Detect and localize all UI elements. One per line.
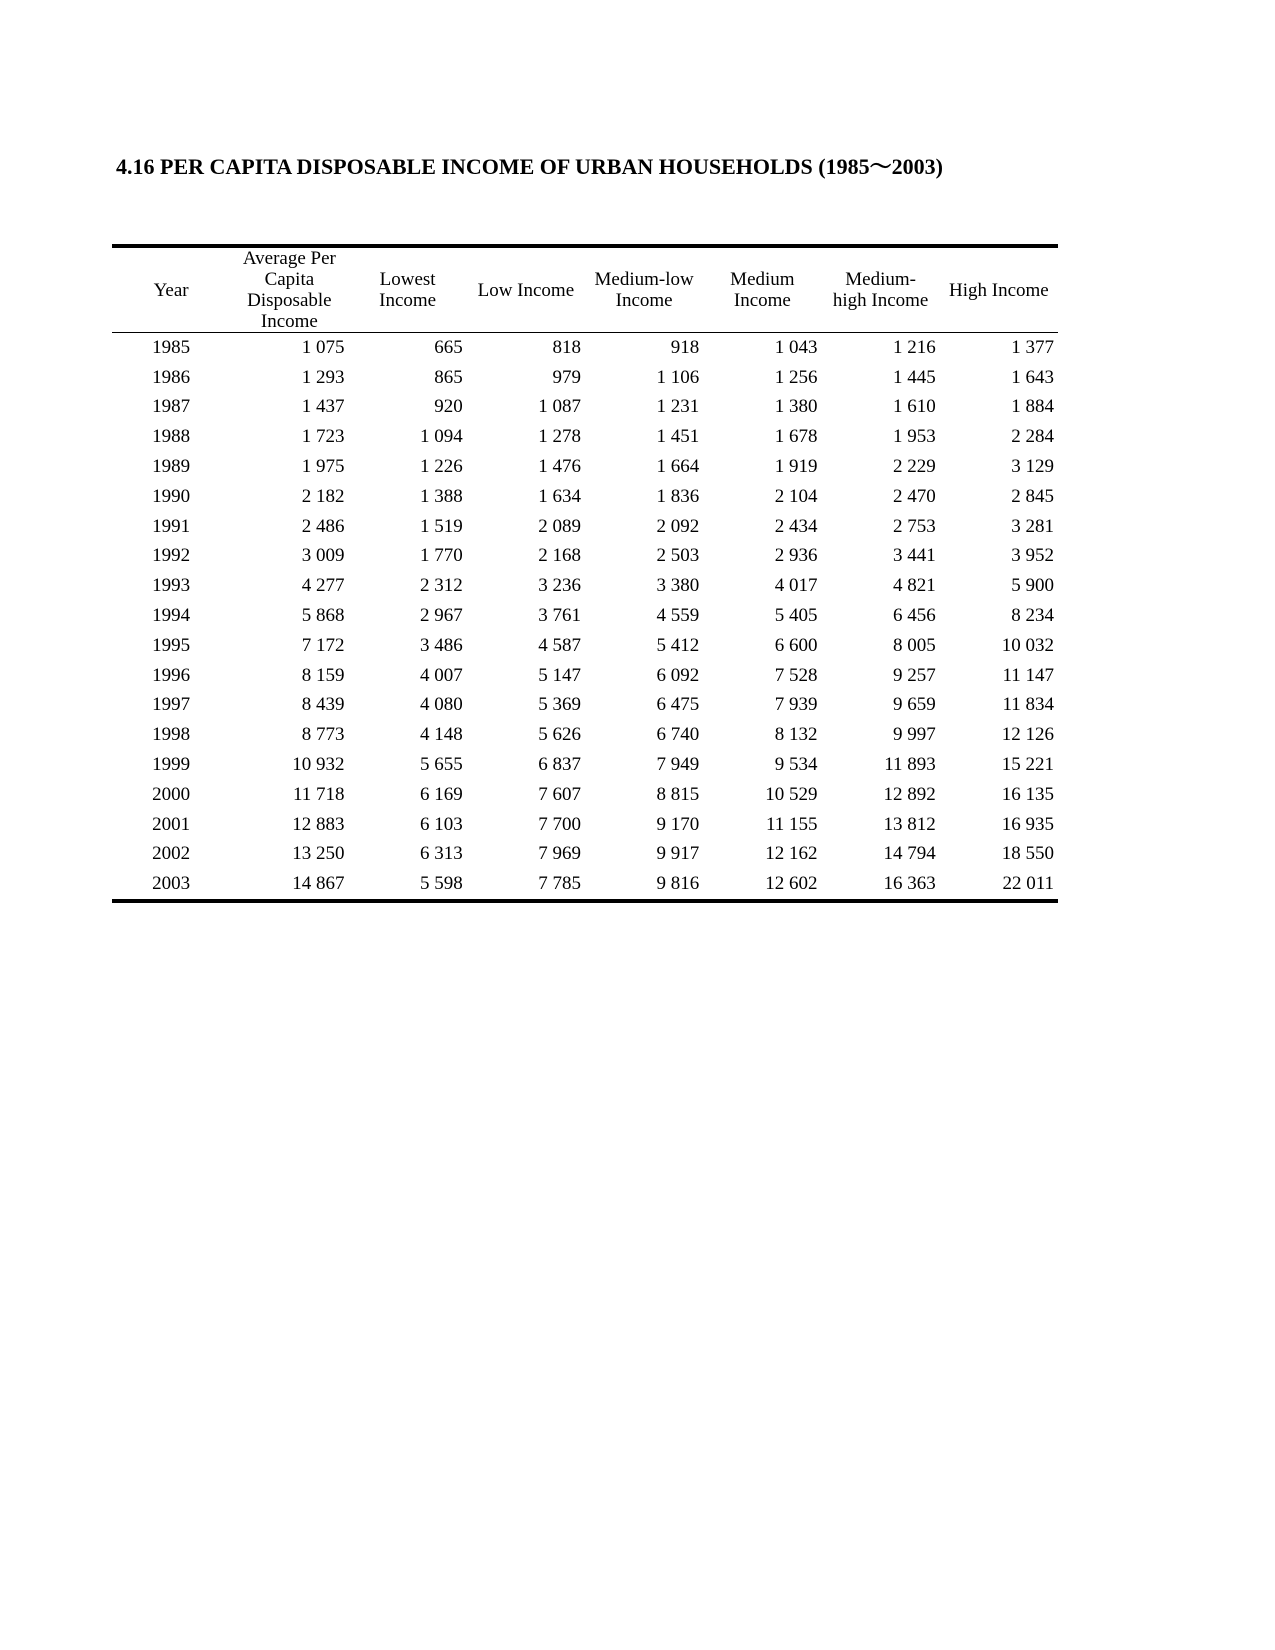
value-cell: 8 159 [301, 664, 345, 686]
column-header-line: Medium [730, 269, 795, 290]
value-cell: 6 837 [538, 754, 581, 776]
value-cell: 4 007 [420, 664, 463, 686]
income-table-container [112, 244, 1058, 903]
column-header-avg-per-capita-disposable-income [230, 246, 348, 333]
value-cell: 7 172 [301, 634, 345, 656]
value-cell: 5 900 [1011, 575, 1054, 597]
value-cell: 12 883 [292, 813, 345, 835]
value-cell: 16 135 [1001, 783, 1054, 805]
value-cell: 1 836 [656, 485, 700, 507]
value-cell: 11 155 [765, 813, 818, 835]
table-row [112, 542, 1058, 572]
value-cell: 1 075 [301, 336, 345, 358]
value-cell: 665 [434, 336, 463, 358]
value-cell: 10 032 [1001, 634, 1054, 656]
table-row [112, 631, 1058, 661]
year-cell: 1997 [152, 694, 191, 716]
column-header-line: high Income [832, 290, 929, 311]
value-cell: 16 363 [883, 873, 936, 895]
year-cell: 1998 [152, 724, 191, 746]
value-cell: 1 519 [420, 515, 463, 537]
value-cell: 865 [434, 366, 463, 388]
year-cell: 1996 [152, 664, 191, 686]
year-cell: 2003 [152, 873, 191, 895]
value-cell: 4 277 [301, 575, 345, 597]
column-header-medium-low-income [585, 246, 703, 333]
value-cell: 920 [434, 396, 463, 418]
value-cell: 1 610 [893, 396, 936, 418]
value-cell: 1 476 [538, 456, 581, 478]
value-cell: 1 293 [301, 366, 345, 388]
value-cell: 7 607 [538, 783, 581, 805]
table-row [112, 720, 1058, 750]
value-cell: 5 369 [538, 694, 581, 716]
value-cell: 5 626 [538, 724, 581, 746]
value-cell: 11 147 [1002, 664, 1054, 686]
table-row [112, 422, 1058, 452]
value-cell: 22 011 [1002, 873, 1054, 895]
value-cell: 6 169 [420, 783, 463, 805]
table-row [112, 452, 1058, 482]
value-cell: 8 773 [301, 724, 345, 746]
value-cell: 14 867 [292, 873, 345, 895]
value-cell: 1 106 [656, 366, 700, 388]
value-cell: 9 257 [893, 664, 936, 686]
value-cell: 818 [552, 336, 581, 358]
column-header-medium-high-income [822, 246, 940, 333]
table-row [112, 482, 1058, 512]
value-cell: 2 845 [1011, 485, 1054, 507]
year-cell: 1993 [152, 575, 191, 597]
value-cell: 2 182 [301, 485, 345, 507]
year-cell: 1985 [152, 336, 191, 358]
value-cell: 2 753 [893, 515, 936, 537]
year-cell: 2002 [152, 843, 191, 865]
value-cell: 3 952 [1011, 545, 1054, 567]
value-cell: 3 380 [656, 575, 700, 597]
column-header-line: Medium-low [594, 269, 694, 290]
value-cell: 8 815 [656, 783, 700, 805]
value-cell: 10 932 [292, 754, 345, 776]
value-cell: 14 794 [883, 843, 936, 865]
value-cell: 13 250 [292, 843, 345, 865]
value-cell: 1 643 [1011, 366, 1054, 388]
value-cell: 2 967 [420, 605, 463, 627]
value-cell: 11 893 [884, 754, 936, 776]
value-cell: 11 718 [292, 783, 345, 805]
value-cell: 1 437 [301, 396, 345, 418]
value-cell: 4 587 [538, 634, 581, 656]
year-cell: 1989 [152, 456, 191, 478]
value-cell: 1 043 [774, 336, 818, 358]
value-cell: 1 884 [1011, 396, 1054, 418]
value-cell: 16 935 [1001, 813, 1054, 835]
value-cell: 3 441 [893, 545, 936, 567]
value-cell: 8 132 [774, 724, 818, 746]
value-cell: 5 412 [656, 634, 700, 656]
year-cell: 1992 [152, 545, 191, 567]
value-cell: 9 170 [656, 813, 700, 835]
value-cell: 15 221 [1001, 754, 1054, 776]
value-cell: 2 284 [1011, 426, 1054, 448]
table-row [112, 661, 1058, 691]
value-cell: 2 229 [893, 456, 936, 478]
table-row [112, 363, 1058, 393]
value-cell: 3 486 [420, 634, 463, 656]
value-cell: 12 126 [1001, 724, 1054, 746]
table-body [112, 333, 1058, 902]
value-cell: 9 997 [893, 724, 936, 746]
column-header-medium-income [703, 246, 821, 333]
value-cell: 1 388 [420, 485, 463, 507]
column-header-high-income [940, 246, 1058, 333]
value-cell: 2 936 [774, 545, 818, 567]
column-header-line: Year [153, 279, 189, 301]
column-header-line: Income [615, 290, 673, 311]
table-row [112, 750, 1058, 780]
value-cell: 1 634 [538, 485, 581, 507]
value-cell: 1 256 [774, 366, 818, 388]
year-cell: 1995 [152, 634, 191, 656]
value-cell: 2 486 [301, 515, 345, 537]
value-cell: 3 761 [538, 605, 581, 627]
value-cell: 9 659 [893, 694, 936, 716]
year-cell: 1994 [152, 605, 191, 627]
value-cell: 1 445 [893, 366, 936, 388]
value-cell: 18 550 [1001, 843, 1054, 865]
value-cell: 1 087 [538, 396, 581, 418]
column-header-line: Average Per Capita [242, 248, 336, 290]
income-table [112, 244, 1058, 903]
value-cell: 4 017 [774, 575, 818, 597]
year-cell: 1988 [152, 426, 191, 448]
year-cell: 2001 [152, 813, 191, 835]
value-cell: 2 104 [774, 485, 818, 507]
value-cell: 1 377 [1011, 336, 1054, 358]
table-row [112, 869, 1058, 901]
value-cell: 3 236 [538, 575, 581, 597]
value-cell: 8 005 [893, 634, 936, 656]
column-header-line: Lowest [379, 269, 436, 290]
value-cell: 1 451 [656, 426, 700, 448]
value-cell: 3 129 [1011, 456, 1054, 478]
value-cell: 12 602 [765, 873, 818, 895]
table-row [112, 333, 1058, 363]
value-cell: 2 089 [538, 515, 581, 537]
column-header-line: High Income [949, 279, 1049, 301]
column-header-line: Income [379, 290, 437, 311]
value-cell: 4 148 [420, 724, 463, 746]
table-row [112, 840, 1058, 870]
value-cell: 9 917 [656, 843, 700, 865]
value-cell: 11 834 [1002, 694, 1054, 716]
value-cell: 7 939 [774, 694, 818, 716]
value-cell: 1 975 [301, 456, 345, 478]
value-cell: 8 234 [1011, 605, 1054, 627]
year-cell: 1987 [152, 396, 191, 418]
column-header-line: Income [733, 290, 791, 311]
table-row [112, 810, 1058, 840]
value-cell: 7 528 [774, 664, 818, 686]
value-cell: 1 919 [774, 456, 818, 478]
value-cell: 9 816 [656, 873, 700, 895]
column-header-lowest-income [349, 246, 467, 333]
value-cell: 4 559 [656, 605, 700, 627]
value-cell: 10 529 [765, 783, 818, 805]
table-row [112, 571, 1058, 601]
value-cell: 1 231 [656, 396, 700, 418]
value-cell: 2 470 [893, 485, 936, 507]
value-cell: 979 [552, 366, 581, 388]
year-cell: 1990 [152, 485, 191, 507]
table-row [112, 780, 1058, 810]
value-cell: 6 103 [420, 813, 463, 835]
value-cell: 1 094 [420, 426, 463, 448]
value-cell: 1 678 [774, 426, 818, 448]
table-row [112, 601, 1058, 631]
value-cell: 7 949 [656, 754, 700, 776]
value-cell: 5 147 [538, 664, 581, 686]
value-cell: 8 439 [301, 694, 345, 716]
value-cell: 6 313 [420, 843, 463, 865]
value-cell: 5 598 [420, 873, 463, 895]
value-cell: 1 723 [301, 426, 345, 448]
value-cell: 5 655 [420, 754, 463, 776]
year-cell: 1986 [152, 366, 191, 388]
column-header-line: Low Income [477, 279, 575, 301]
value-cell: 9 534 [774, 754, 818, 776]
table-row [112, 393, 1058, 423]
value-cell: 2 168 [538, 545, 581, 567]
value-cell: 1 216 [893, 336, 936, 358]
value-cell: 5 405 [774, 605, 818, 627]
value-cell: 7 785 [538, 873, 581, 895]
year-cell: 1991 [152, 515, 191, 537]
table-row [112, 691, 1058, 721]
value-cell: 5 868 [301, 605, 345, 627]
table-header [112, 246, 1058, 333]
value-cell: 1 278 [538, 426, 581, 448]
value-cell: 6 475 [656, 694, 700, 716]
value-cell: 4 080 [420, 694, 463, 716]
value-cell: 3 009 [301, 545, 345, 567]
value-cell: 1 380 [774, 396, 818, 418]
column-header-line: Disposable Income [247, 290, 332, 332]
value-cell: 4 821 [893, 575, 936, 597]
value-cell: 6 456 [893, 605, 936, 627]
value-cell: 2 503 [656, 545, 700, 567]
value-cell: 2 092 [656, 515, 700, 537]
value-cell: 918 [670, 336, 700, 358]
value-cell: 1 226 [420, 456, 463, 478]
value-cell: 1 953 [893, 426, 936, 448]
value-cell: 6 740 [656, 724, 700, 746]
column-header-line: Medium- [845, 269, 916, 290]
value-cell: 7 969 [538, 843, 581, 865]
value-cell: 1 664 [656, 456, 700, 478]
column-header-low-income [467, 246, 585, 333]
value-cell: 7 700 [538, 813, 581, 835]
page-title: 4.16 PER CAPITA DISPOSABLE INCOME OF URBAN HOUSEHOLDS (1985〜2003) [116, 154, 943, 179]
value-cell: 3 281 [1011, 515, 1054, 537]
year-cell: 2000 [152, 783, 191, 805]
value-cell: 13 812 [883, 813, 936, 835]
value-cell: 12 892 [883, 783, 936, 805]
table-row [112, 512, 1058, 542]
value-cell: 6 092 [656, 664, 700, 686]
column-header-year [112, 246, 230, 333]
year-cell: 1999 [152, 754, 191, 776]
header-row [112, 246, 1058, 333]
value-cell: 2 312 [420, 575, 463, 597]
value-cell: 2 434 [774, 515, 818, 537]
value-cell: 1 770 [420, 545, 463, 567]
value-cell: 12 162 [765, 843, 818, 865]
value-cell: 6 600 [774, 634, 818, 656]
